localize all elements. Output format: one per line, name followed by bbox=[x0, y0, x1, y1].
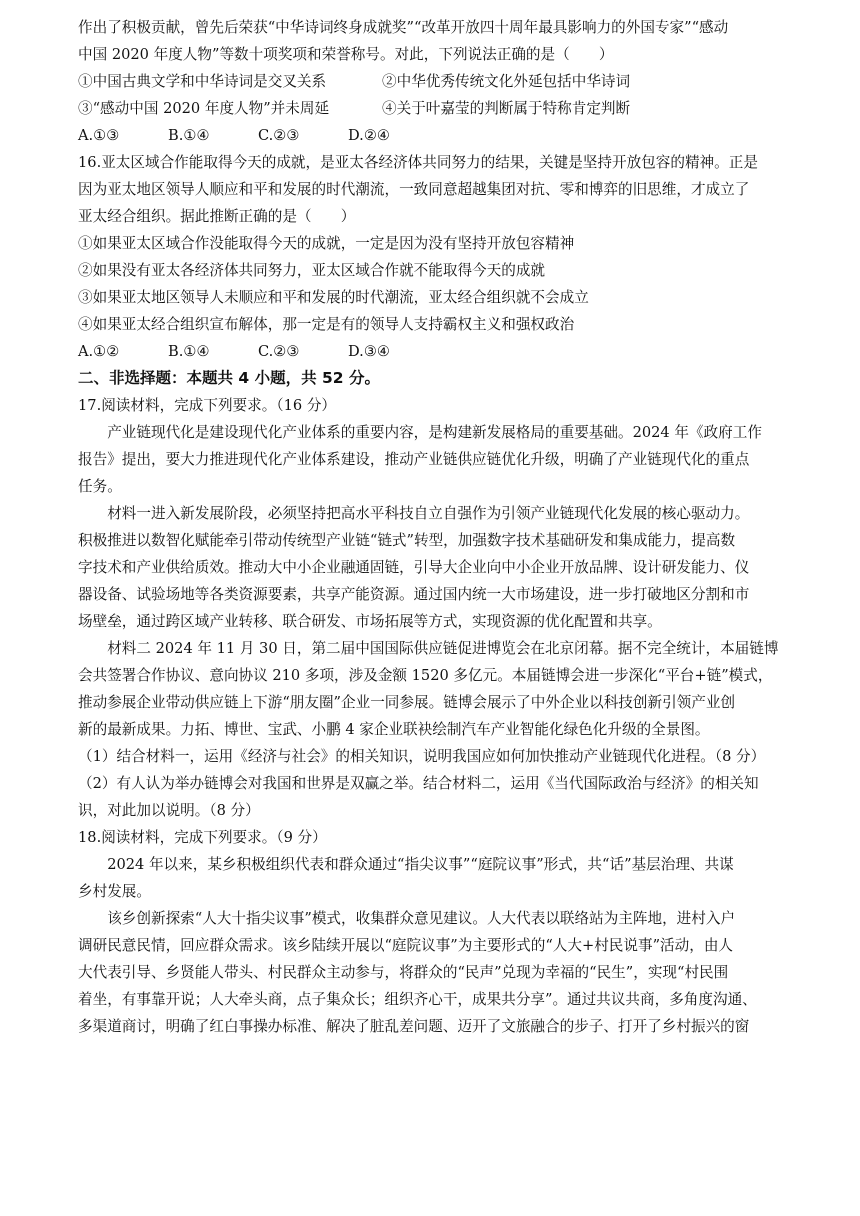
q18-para2-line: 着坐，有事靠开说；人大牵头商，点子集众长；组织齐心干，成果共分享”。通过共议共商，多角度沟通、 bbox=[78, 991, 757, 1008]
q16-option-3: ③如果亚太地区领导人未顺应和平和发展的时代潮流，亚太经合组织就不会成立 bbox=[78, 289, 589, 306]
q15-option-4: ④关于叶嘉莹的判断属于特称肯定判断 bbox=[382, 100, 631, 117]
q16-choice-c: C.②③ bbox=[258, 343, 300, 360]
q15-choices bbox=[78, 122, 798, 149]
q16-option-2: ②如果没有亚太各经济体共同努力，亚太区域合作就不能取得今天的成就 bbox=[78, 262, 546, 279]
q16-stem-line: 16.亚太区域合作能取得今天的成就，是亚太各经济体共同努力的结果，关键是坚持开放包容的精神。正是 bbox=[78, 154, 758, 171]
q15-option-1: ①中国古典文学和中华诗词是交叉关系 bbox=[78, 73, 327, 90]
q16-choices bbox=[78, 338, 798, 365]
question-15 bbox=[78, 14, 798, 149]
question-18 bbox=[78, 824, 798, 1040]
q15-choice-d: D.②④ bbox=[348, 127, 390, 144]
q16-choice-d: D.③④ bbox=[348, 343, 390, 360]
q18-para2-line: 大代表引导、乡贤能人带头、村民群众主动参与，将群众的“民声”兑现为幸福的“民生”，实现“村民围 bbox=[78, 964, 729, 981]
q16-stem-line: 亚太经合组织。据此推断正确的是（ ） bbox=[78, 208, 356, 225]
q15-option-3: ③“感动中国 2020 年度人物”并未周延 bbox=[78, 100, 330, 117]
q17-subquestion-2-cont: 识，对此加以说明。（8 分） bbox=[78, 802, 260, 819]
question-17 bbox=[78, 392, 798, 824]
q15-choice-b: B.①④ bbox=[168, 127, 210, 144]
q18-para1-line: 乡村发展。 bbox=[78, 883, 151, 900]
q17-material1-line: 器设备、试验场地等各类资源要素，共享产能资源。通过国内统一大市场建设，进一步打破地区分割和市 bbox=[78, 586, 750, 603]
q17-material1-line: 积极推进以数智化赋能牵引带动传统型产业链“链式”转型，加强数字技术基础研发和集成能力，提高数 bbox=[78, 532, 736, 549]
q17-intro-line: 产业链现代化是建设现代化产业体系的重要内容，是构建新发展格局的重要基础。2024 年《政府工作 bbox=[107, 424, 762, 441]
q17-material2-line: 材料二 2024 年 11 月 30 日，第二届中国国际供应链促进博览会在北京闭幕。据不完全统计，本届链博 bbox=[107, 640, 779, 657]
q15-choice-c: C.②③ bbox=[258, 127, 300, 144]
q17-subquestion-2: （2）有人认为举办链博会对我国和世界是双赢之举。结合材料二，运用《当代国际政治与经济》的相关知 bbox=[78, 775, 759, 792]
q15-choice-a: A.①③ bbox=[78, 127, 120, 144]
q17-intro-line: 报告》提出，要大力推进现代化产业体系建设，推动产业链供应链优化升级，明确了产业链现代化的重点 bbox=[78, 451, 750, 468]
q17-material2-line: 推动参展企业带动供应链上下游“朋友圈”企业一同参展。链博会展示了中外企业以科技创新引领产业创 bbox=[78, 694, 736, 711]
q17-material1-line: 场壁垒，通过跨区域产业转移、联合研发、市场拓展等方式，实现资源的优化配置和共享。 bbox=[78, 613, 662, 630]
q16-choice-b: B.①④ bbox=[168, 343, 210, 360]
q18-title: 18.阅读材料，完成下列要求。（9 分） bbox=[78, 829, 327, 846]
q17-material2-line: 新的最新成果。力拓、博世、宝武、小鹏 4 家企业联袂绘制汽车产业智能化绿色化升级的全景图。 bbox=[78, 721, 710, 738]
q15-option-2: ②中华优秀传统文化外延包括中华诗词 bbox=[382, 73, 631, 90]
q17-material1-line: 材料一进入新发展阶段，必须坚持把高水平科技自立自强作为引领产业链现代化发展的核心驱动力。 bbox=[107, 505, 750, 522]
q18-para1-line: 2024 年以来，某乡积极组织代表和群众通过“指尖议事”“庭院议事”形式，共“话”基层治理、共谋 bbox=[107, 856, 734, 873]
q16-stem-line: 因为亚太地区领导人顺应和平和发展的时代潮流，一致同意超越集团对抗、零和博弈的旧思维，才成立了 bbox=[78, 181, 750, 198]
q15-stem-line: 中国 2020 年度人物”等数十项奖项和荣誉称号。对此，下列说法正确的是（ ） bbox=[78, 46, 614, 63]
q16-option-1: ①如果亚太区域合作没能取得今天的成就，一定是因为没有坚持开放包容精神 bbox=[78, 235, 575, 252]
q17-title: 17.阅读材料，完成下列要求。（16 分） bbox=[78, 397, 337, 414]
q17-subquestion-1: （1）结合材料一，运用《经济与社会》的相关知识，说明我国应如何加快推动产业链现代化进程。（8 分） bbox=[78, 748, 766, 765]
q18-para2-line: 多渠道商讨，明确了红白事操办标准、解决了脏乱差问题、迈开了文旅融合的步子、打开了乡村振兴的窗 bbox=[78, 1018, 750, 1035]
section-heading: 二、非选择题：本题共 4 小题，共 52 分。 bbox=[78, 369, 380, 387]
q16-choice-a: A.①② bbox=[78, 343, 120, 360]
q15-stem-line: 作出了积极贡献，曾先后荣获“中华诗词终身成就奖”“改革开放四十周年最具影响力的外国专家”“感动 bbox=[78, 19, 729, 36]
q18-para2-line: 该乡创新探索“人大十指尖议事”模式，收集群众意见建议。人大代表以联络站为主阵地，进村入户 bbox=[107, 910, 736, 927]
q16-option-4: ④如果亚太经合组织宣布解体，那一定是有的领导人支持霸权主义和强权政治 bbox=[78, 316, 575, 333]
q18-para2-line: 调研民意民情，回应群众需求。该乡陆续开展以“庭院议事”为主要形式的“人大+村民说事”活动，由人 bbox=[78, 937, 734, 954]
question-16 bbox=[78, 149, 798, 365]
q17-material1-line: 字技术和产业供给质效。推动大中小企业融通固链，引导大企业向中小企业开放品牌、设计研发能力、仪 bbox=[78, 559, 750, 576]
q17-material2-line: 会共签署合作协议、意向协议 210 多项，涉及金额 1520 多亿元。本届链博会进一步深化“平台+链”模式， bbox=[78, 667, 773, 684]
q17-intro-line: 任务。 bbox=[78, 478, 122, 495]
